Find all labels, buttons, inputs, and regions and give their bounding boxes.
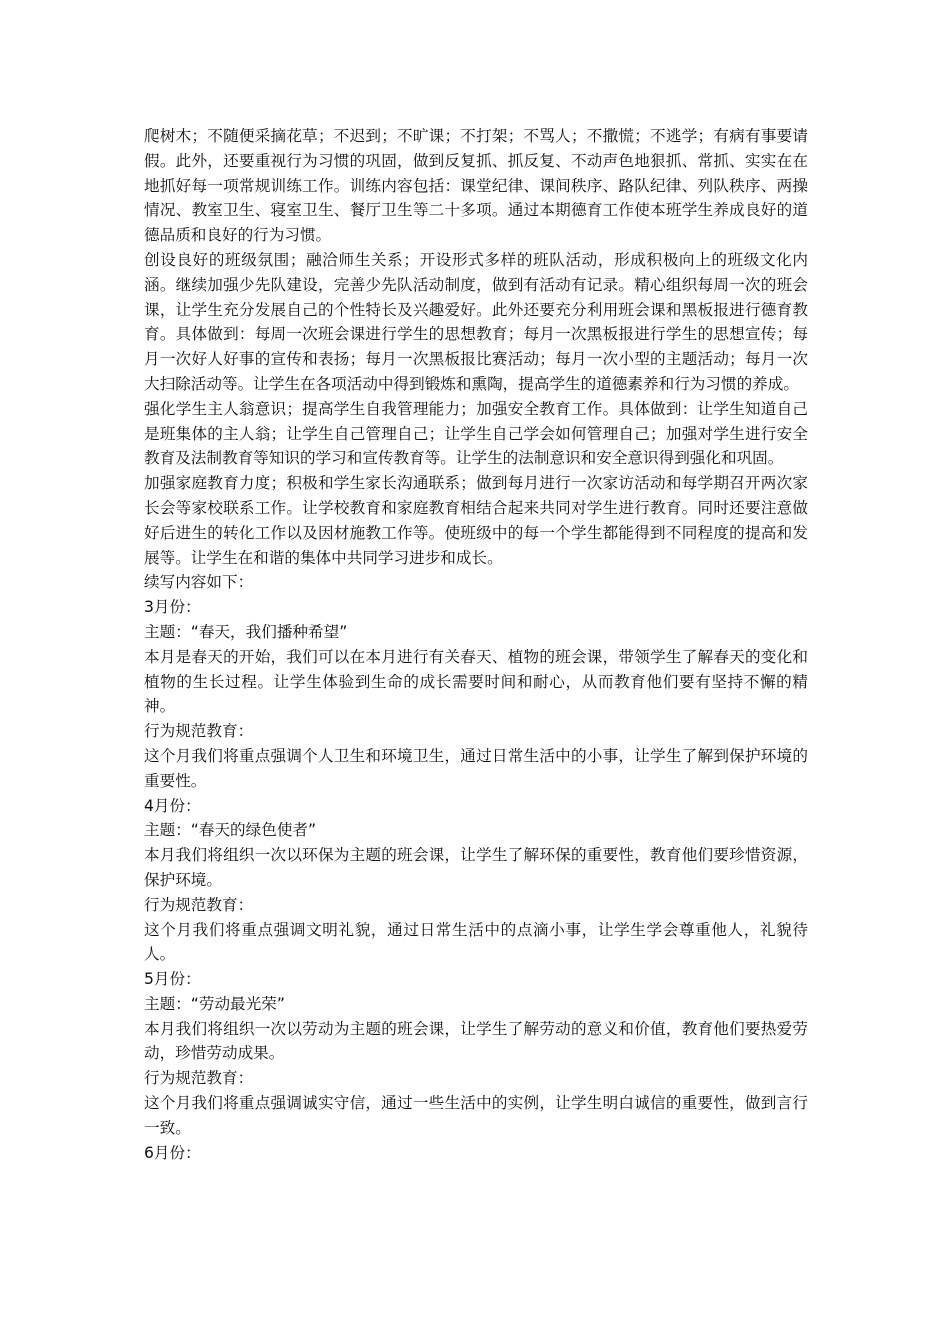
- paragraph: 续写内容如下：: [144, 573, 254, 592]
- paragraph: 爬树木；不随便采摘花草；不迟到；不旷课；不打架；不骂人；不撒慌；不逃学；有病有事要请假。此外，还要重视行为习惯的巩固，做到反复抓、抓反复、不动声色地狠抓、常抓、实实在在地抓好每一项常规训练工作。训练内容包括：课堂纪律、课间秩序、路队纪律、列队秩序、两操情况、教室卫生、寝室卫生、餐厅卫生等二十多项。通过本期德育工作使本班学生养成良好的道德品质和良好的行为习惯。: [144, 127, 808, 245]
- paragraph: 创设良好的班级氛围；融洽师生关系；开设形式多样的班队活动，形成积极向上的班级文化内涵。继续加强少先队建设，完善少先队活动制度，做到有活动有记录。精心组织每周一次的班会课，让学生充分发展自己的个性特长及兴趣爱好。此外还要充分利用班会课和黑板报进行德育教育。具体做到：每周一次班会课进行学生的思想教育；每月一次黑板报进行学生的思想宣传；每月一次好人好事的宣传和表扬；每月一次黑板报比赛活动；每月一次小型的主题活动；每月一次大扫除活动等。让学生在各项活动中得到锻炼和熏陶，提高学生的道德素养和行为习惯的养成。: [144, 250, 808, 393]
- paragraph: 本月我们将组织一次以劳动为主题的班会课，让学生了解劳动的意义和价值，教育他们要热爱劳动，珍惜劳动成果。: [144, 1019, 808, 1063]
- paragraph: 这个月我们将重点强调个人卫生和环境卫生，通过日常生活中的小事，让学生了解到保护环境的重要性。: [144, 746, 808, 790]
- paragraph: 本月是春天的开始，我们可以在本月进行有关春天、植物的班会课，带领学生了解春天的变化和植物的生长过程。让学生体验到生命的成长需要时间和耐心，从而教育他们要有坚持不懈的精神。: [144, 647, 808, 716]
- month-heading: 3月份：: [144, 598, 201, 617]
- section-heading: 行为规范教育：: [144, 722, 254, 741]
- theme-line: 主题：“春天的绿色使者”: [144, 821, 317, 840]
- paragraph: 这个月我们将重点强调文明礼貌，通过日常生活中的点滴小事，让学生学会尊重他人，礼貌待人。: [144, 920, 808, 964]
- section-heading: 行为规范教育：: [144, 895, 254, 914]
- paragraph: 强化学生主人翁意识；提高学生自我管理能力；加强安全教育工作。具体做到：让学生知道自己是班集体的主人翁；让学生自己管理自己；让学生自己学会如何管理自己；加强对学生进行安全教育及法制教育等知识的学习和宣传教育等。让学生的法制意识和安全意识得到强化和巩固。: [144, 399, 808, 468]
- document-body: [144, 124, 808, 1165]
- paragraph: 这个月我们将重点强调诚实守信，通过一些生活中的实例，让学生明白诚信的重要性，做到言行一致。: [144, 1094, 808, 1137]
- paragraph: 加强家庭教育力度；积极和学生家长沟通联系；做到每月进行一次家访活动和每学期召开两次家长会等家校联系工作。让学校教育和家庭教育相结合起来共同对学生进行教育。同时还要注意做好后进生的转化工作以及因材施教工作等。使班级中的每一个学生都能得到不同程度的提高和发展等。让学生在和谐的集体中共同学习进步和成长。: [144, 474, 808, 567]
- month-heading: 4月份：: [144, 796, 201, 815]
- theme-line: 主题：“春天，我们播种希望”: [144, 622, 348, 641]
- month-heading: 6月份：: [144, 1143, 201, 1162]
- theme-line: 主题：“劳动最光荣”: [144, 994, 285, 1013]
- paragraph: 本月我们将组织一次以环保为主题的班会课，让学生了解环保的重要性，教育他们要珍惜资源，保护环境。: [144, 846, 808, 889]
- section-heading: 行为规范教育：: [144, 1069, 254, 1088]
- month-heading: 5月份：: [144, 970, 201, 989]
